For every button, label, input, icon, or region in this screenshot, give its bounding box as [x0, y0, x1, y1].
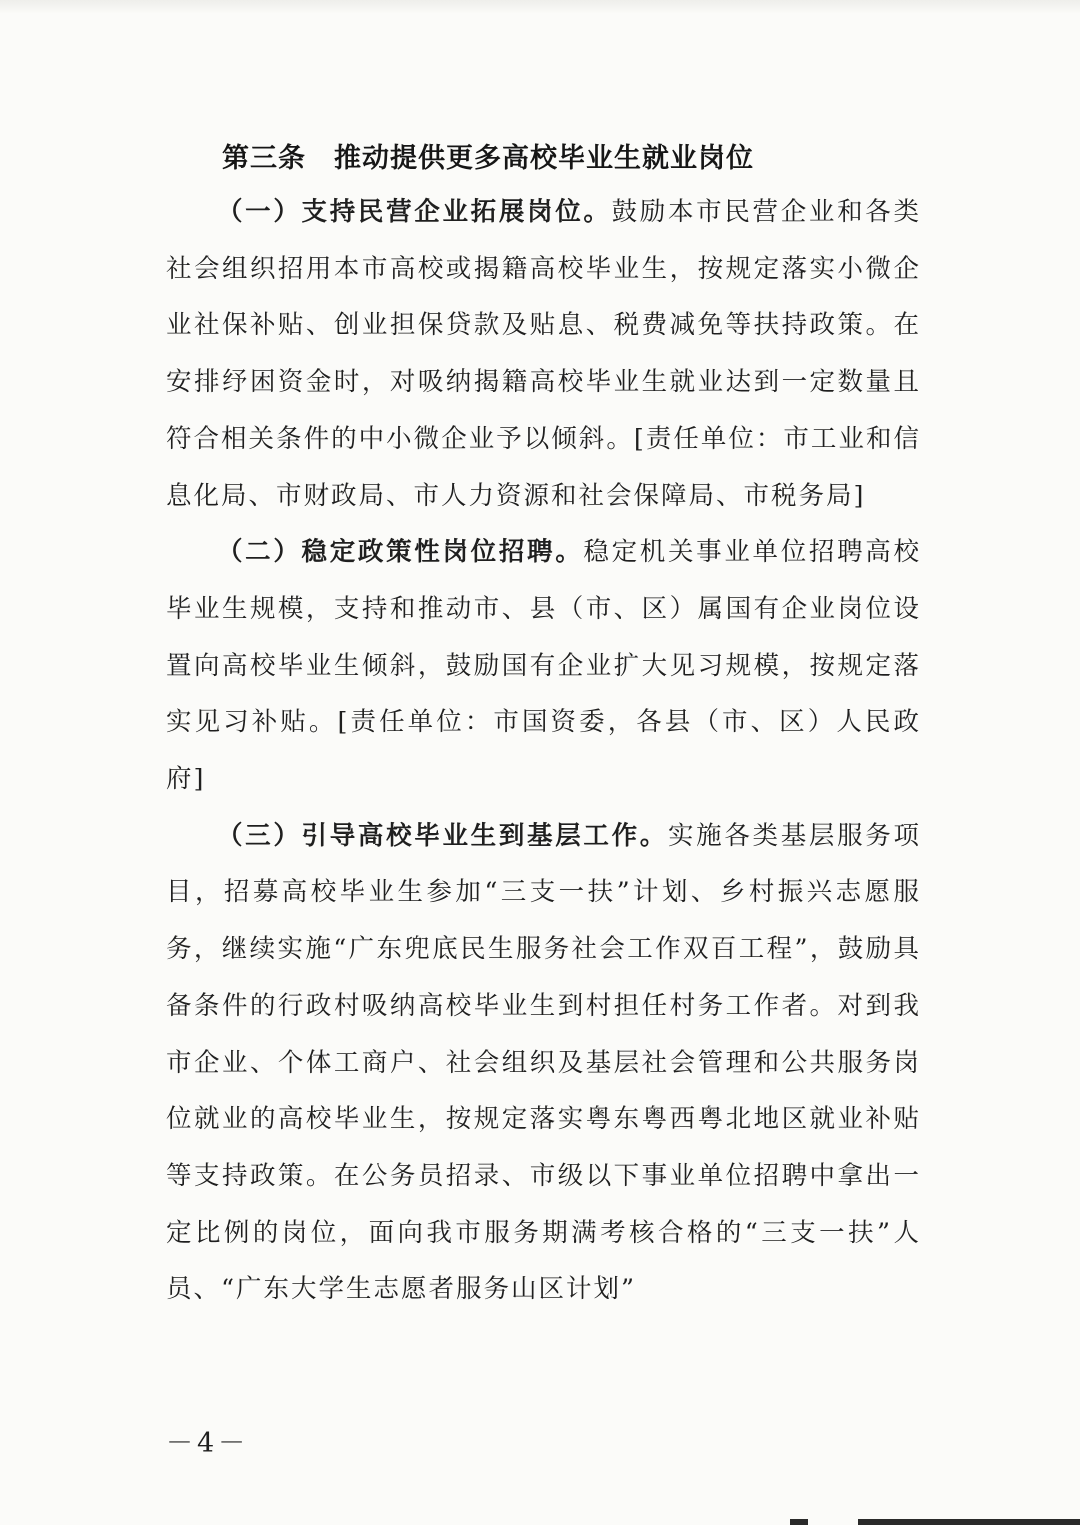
article-body [166, 184, 921, 1318]
scan-mark-left [790, 1519, 808, 1525]
scan-mark-right [858, 1519, 1080, 1525]
paragraph-3-lead: （三）引导高校毕业生到基层工作。 [217, 820, 668, 851]
article-number: 第三条 [222, 143, 306, 174]
paragraph-3 [166, 808, 921, 1318]
article-heading [222, 136, 754, 175]
article-title: 推动提供更多高校毕业生就业岗位 [334, 143, 754, 174]
page-number: －4－ [166, 1428, 250, 1459]
paragraph-2-text: 稳定机关事业单位招聘高校毕业生规模，支持和推动市、县（市、区）属国有企业岗位设置向高校毕业生倾斜，鼓励国有企业扩大见习规模，按规定落实见习补贴。[责任单位：市国资委，各县（市、区）人民政府] [166, 537, 921, 795]
paragraph-1-text: 鼓励本市民营企业和各类社会组织招用本市高校或揭籍高校毕业生，按规定落实小微企业社保补贴、创业担保贷款及贴息、税费减免等扶持政策。在安排纾困资金时，对吸纳揭籍高校毕业生就业达到一定数量且符合相关条件的中小微企业予以倾斜。[责任单位：市工业和信息化局、市财政局、市人力资源和社会保障局、市税务局] [166, 197, 921, 511]
paragraph-3-text: 实施各类基层服务项目，招募高校毕业生参加“三支一扶”计划、乡村振兴志愿服务，继续实施“广东兜底民生服务社会工作双百工程”，鼓励具备条件的行政村吸纳高校毕业生到村担任村务工作者。对到我市企业、个体工商户、社会组织及基层社会管理和公共服务岗位就业的高校毕业生，按规定落实粤东粤西粤北地区就业补贴等支持政策。在公务员招录、市级以下事业单位招聘中拿出一定比例的岗位，面向我市服务期满考核合格的“三支一扶”人员、“广东大学生志愿者服务山区计划” [166, 820, 921, 1305]
paragraph-1-lead: （一）支持民营企业拓展岗位。 [217, 197, 612, 227]
paragraph-2 [166, 524, 921, 808]
paragraph-1 [166, 184, 921, 524]
paragraph-2-lead: （二）稳定政策性岗位招聘。 [217, 537, 584, 568]
scan-edge-shadow [0, 0, 1080, 14]
